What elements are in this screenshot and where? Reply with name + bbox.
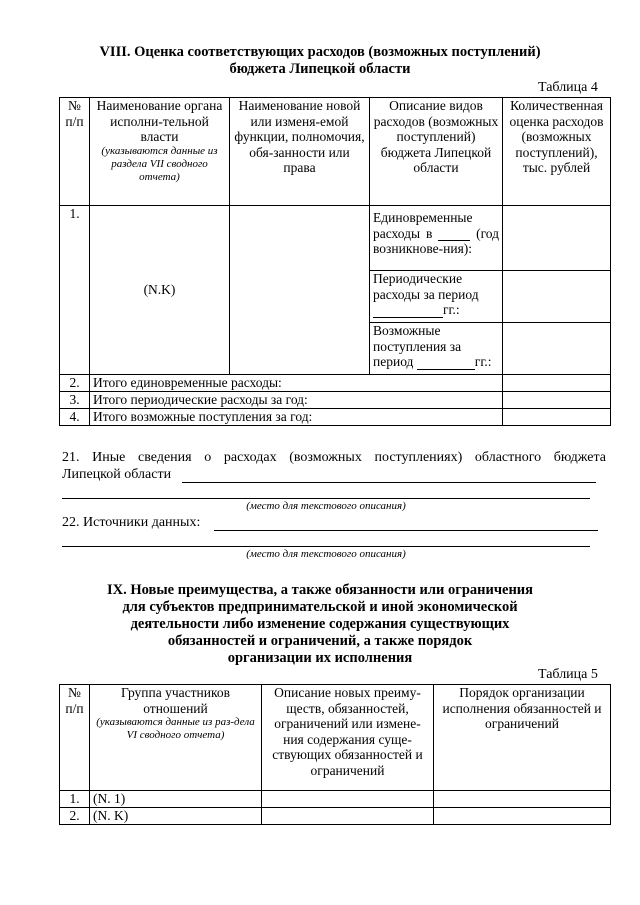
- t5-row-group: (N. 1): [90, 791, 262, 808]
- header-amount: Количественная оценка расходов (возможных поступлений), тыс. рублей: [503, 98, 611, 206]
- t5-header-group: [90, 685, 262, 791]
- income-tail: гг.:: [474, 354, 492, 369]
- table4-caption: Таблица 4: [538, 80, 598, 95]
- row1-income: [370, 323, 503, 375]
- table4-row1-a: [60, 206, 611, 271]
- t5-header-description: Описание новых преиму-ществ, обязанностей, ограничений или измене-ния содержания суще-ствующих обязанностей и ограничений: [262, 685, 434, 791]
- table4-header-row: [60, 98, 611, 206]
- header-organ-label: Наименование органа исполни-тельной власти: [96, 98, 223, 144]
- header-organ: [90, 98, 230, 206]
- section8-title-line2: бюджета Липецкой области: [229, 61, 411, 77]
- table4-total-row: [60, 375, 611, 392]
- item21-fill-line: [182, 482, 596, 483]
- section8-title-line1: VIII. Оценка соответствующих расходов (возможных поступлений): [99, 44, 541, 60]
- header-function: Наименование новой или изменя-емой функции, полномочия, обя-занности или права: [230, 98, 370, 206]
- table5-caption: Таблица 5: [538, 667, 598, 682]
- total-value: [503, 409, 611, 426]
- row1-num: 1.: [60, 206, 90, 375]
- t5-row-procedure: [434, 791, 611, 808]
- one-time-label: Единовременные расходы в: [373, 210, 473, 241]
- t5-header-num: № п/п: [60, 685, 90, 791]
- table5: [59, 684, 611, 825]
- row1-organ-label: (N.K): [143, 282, 176, 298]
- item21-text-line: [62, 498, 590, 499]
- item21-hint: (место для текстового описания): [246, 500, 406, 512]
- row1-one-time: [370, 206, 503, 271]
- table5-row: [60, 791, 611, 808]
- table4-total-row: [60, 392, 611, 409]
- total-value: [503, 392, 611, 409]
- section9-title-line1: IX. Новые преимущества, а также обязанности или ограничения: [106, 582, 534, 598]
- total-num: 4.: [60, 409, 90, 426]
- periodic-tail: гг.:: [443, 302, 460, 317]
- section9-title-line4: обязанностей и ограничений, а также порядок: [167, 633, 473, 649]
- t5-row-procedure: [434, 808, 611, 825]
- row1-periodic: [370, 271, 503, 323]
- total-label: Итого возможные поступления за год:: [90, 409, 503, 426]
- t5-row-description: [262, 808, 434, 825]
- income-label: Возможные поступления за период: [373, 323, 462, 369]
- t5-header-procedure: Порядок организации исполнения обязанностей и ограничений: [434, 685, 611, 791]
- total-label: Итого единовременные расходы:: [90, 375, 503, 392]
- table4: [59, 97, 611, 426]
- table4-total-row: [60, 409, 611, 426]
- item21-line2: Липецкой области: [62, 467, 172, 482]
- item22-text-line: [62, 546, 590, 547]
- t5-row-num: 1.: [60, 791, 90, 808]
- section9-title-line3: деятельности либо изменение содержания существующих: [130, 616, 510, 632]
- section8-title: [60, 44, 580, 78]
- total-value: [503, 375, 611, 392]
- row1-one-time-amount: [503, 206, 611, 271]
- total-num: 3.: [60, 392, 90, 409]
- item22-fill-line: [214, 530, 598, 531]
- table5-row: [60, 808, 611, 825]
- t5-row-group: (N. K): [90, 808, 262, 825]
- income-blank: [417, 369, 475, 370]
- row1-function: [230, 206, 370, 375]
- section9-title-line2: для субъектов предпринимательской и иной экономической: [122, 599, 518, 615]
- t5-row-description: [262, 791, 434, 808]
- t5-row-num: 2.: [60, 808, 90, 825]
- row1-income-amount: [503, 323, 611, 375]
- total-num: 2.: [60, 375, 90, 392]
- header-organ-note: (указываются данные из раздела VII сводного отчета): [101, 144, 218, 183]
- row1-periodic-amount: [503, 271, 611, 323]
- table5-header-row: [60, 685, 611, 791]
- total-label: Итого периодические расходы за год:: [90, 392, 503, 409]
- periodic-label: Периодические расходы за период: [373, 271, 479, 302]
- periodic-blank: [373, 317, 443, 318]
- section9-title-line5: организации их исполнения: [227, 650, 413, 666]
- header-num: № п/п: [60, 98, 90, 206]
- t5-header-group-note: (указываются данные из раз-дела VI сводного отчета): [96, 716, 255, 741]
- item21-line1: 21. Иные сведения о расходах (возможных поступлениях) областного бюджета: [62, 450, 606, 465]
- header-expense-types: Описание видов расходов (возможных поступлений) бюджета Липецкой области: [370, 98, 503, 206]
- item22-label: 22. Источники данных:: [62, 515, 201, 530]
- row1-organ: [90, 206, 230, 375]
- one-time-tail: (год возникнове-ния):: [373, 225, 500, 256]
- section9-title: [60, 582, 580, 667]
- t5-header-group-label: Группа участников отношений: [121, 685, 230, 716]
- item22-hint: (место для текстового описания): [246, 548, 406, 560]
